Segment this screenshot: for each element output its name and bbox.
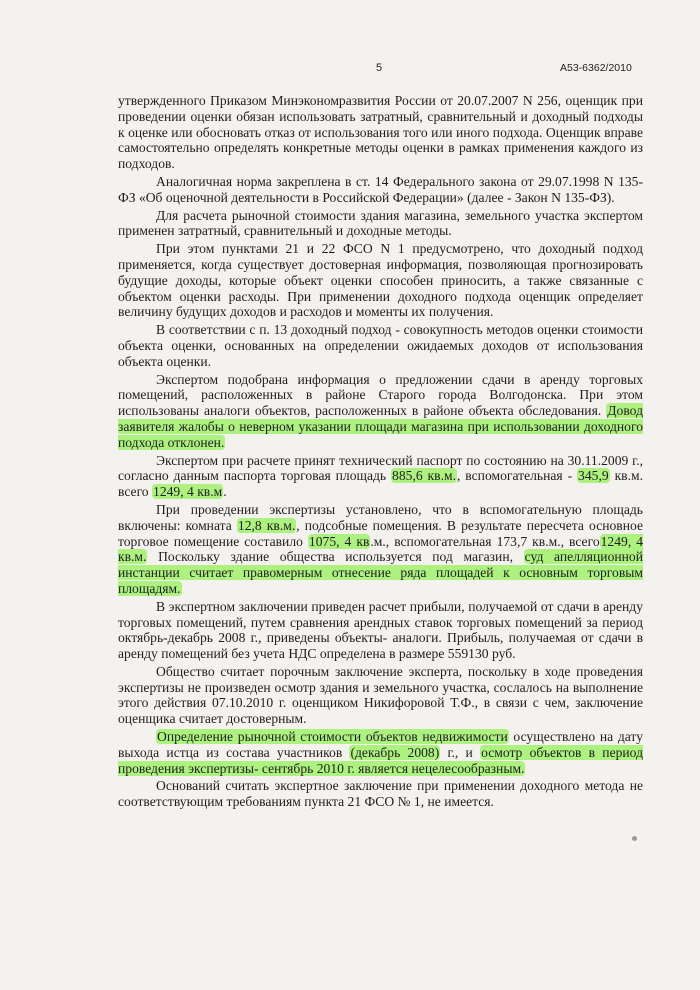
paragraph-8-text: При проведении экспертизы установлено, что в вспомогательную площадь включены: комната	[118, 501, 643, 533]
paragraph-7-text: Экспертом при расчете принят технический паспорт по состоянию на 30.11.2009 г., согласно данным паспорта торговая площадь	[118, 452, 643, 484]
highlighted-phrase: 345,9	[578, 468, 609, 484]
paragraph-7-text: кв.м. всего	[118, 468, 643, 500]
paragraph-2: Аналогичная норма закреплена в ст. 14 Федерального закона от 29.07.1998 N 135-ФЗ «Об оценочной деятельности в Российской Федерации» (далее - Закон N 135-ФЗ).	[118, 173, 643, 205]
paragraph-6	[118, 372, 643, 451]
paragraph-1: утвержденного Приказом Минэкономразвития России от 20.07.2007 N 256, оценщик при проведении оценки обязан использовать затратный, сравнительный и доходный подходы к оценке или обосновать отказ от использования того или иного подхода. Оценщик вправе самостоятельно определять конкретные методы оценки в рамках применения каждого из подходов.	[118, 93, 643, 172]
highlighted-phrase: 1249, 4 кв.м	[153, 484, 223, 500]
highlighted-phrase: (декабрь 2008)	[350, 744, 440, 760]
document-body	[118, 93, 643, 812]
paragraph-10: Общество считает порочным заключение эксперта, поскольку в ходе проведения экспертизы не произведен осмотр здания и земельного участка, сослалось на выполнение этого действия 07.10.2010 г. оценщиком Никифоровой Т.Ф., в связи с чем, заключение оценщика считает достоверным.	[118, 663, 643, 727]
paragraph-11-text: осуществлено на дату выхода истца из состава участников	[118, 729, 643, 760]
highlighted-phrase: 12,8 кв.м.	[237, 517, 296, 533]
paragraph-8-text: , подсобные помещения. В результате пересчета основное торговое помещение составило	[118, 517, 643, 549]
paragraph-8	[118, 502, 643, 597]
paragraph-7-text: .	[223, 484, 227, 500]
paragraph-8-text: Поскольку здание общества используется под магазин,	[147, 549, 524, 565]
paragraph-11-text: г., и	[440, 744, 481, 760]
page-number: 5	[376, 62, 383, 74]
highlighted-phrase: 1075, 4 кв	[308, 533, 370, 549]
paragraph-11	[118, 729, 643, 776]
paragraph-3: Для расчета рыночной стоимости здания магазина, земельного участка экспертом применен затратный, сравнительный и доходные методы.	[118, 207, 643, 239]
paragraph-4: При этом пунктами 21 и 22 ФСО N 1 предусмотрено, что доходный подход применяется, когда существует достоверная информация, позволяющая прогнозировать будущие доходы, которые объект оценки способен приносить, а также связанные с объектом оценки расходы. При применении доходного подхода оценщик определяет величину будущих доходов и расходов и моменты их получения.	[118, 241, 643, 320]
highlighted-phrase: 1249, 4 кв.м.	[118, 533, 644, 565]
paragraph-9: В экспертном заключении приведен расчет прибыли, получаемой от сдачи в аренду торговых помещений, путем сравнения арендных ставок торговых помещений за период октябрь-декабрь 2008 г., приведены объекты- аналоги. Прибыль, получаемая от сдачи в аренду помещений без учета НДС определена в размере 559130 руб.	[118, 598, 643, 662]
highlighted-phrase: Определение рыночной стоимости объектов недвижимости	[157, 729, 508, 745]
paragraph-12: Оснований считать экспертное заключение при применении доходного метода не соответствующим требованиям пункта 21 ФСО № 1, не имеется.	[118, 778, 643, 810]
highlighted-phrase: 885,6 кв.м.	[392, 468, 456, 484]
paragraph-7	[118, 453, 643, 500]
highlighted-phrase: Довод заявителя жалобы о неверном указании площади магазина при использовании доходного подхода отклонен.	[118, 403, 643, 450]
paragraph-8-text: .м., вспомогательная 173,7 кв.м., всего	[370, 533, 600, 549]
highlighted-phrase: осмотр объектов в период проведения экспертизы- сентябрь 2010 г. является нецелесообразным.	[118, 744, 644, 776]
paragraph-5: В соответствии с п. 13 доходный подход - совокупность методов оценки стоимости объекта оценки, основанных на определении ожидаемых доходов от использования объекта оценки.	[118, 322, 643, 369]
highlighted-phrase: суд апелляционной инстанции считает правомерным отнесение ряда площадей к основным торговым площадям.	[118, 549, 644, 596]
case-number: А53-6362/2010	[560, 62, 632, 74]
paragraph-6-text: Экспертом подобрана информация о предложении сдачи в аренду торговых помещений, расположенных в районе Старого города Волгодонска. При этом использованы аналоги объектов, расположенных в районе объекта обследования.	[118, 371, 643, 419]
ink-dot	[632, 836, 637, 841]
paragraph-7-text: , вспомогательная -	[456, 468, 578, 484]
